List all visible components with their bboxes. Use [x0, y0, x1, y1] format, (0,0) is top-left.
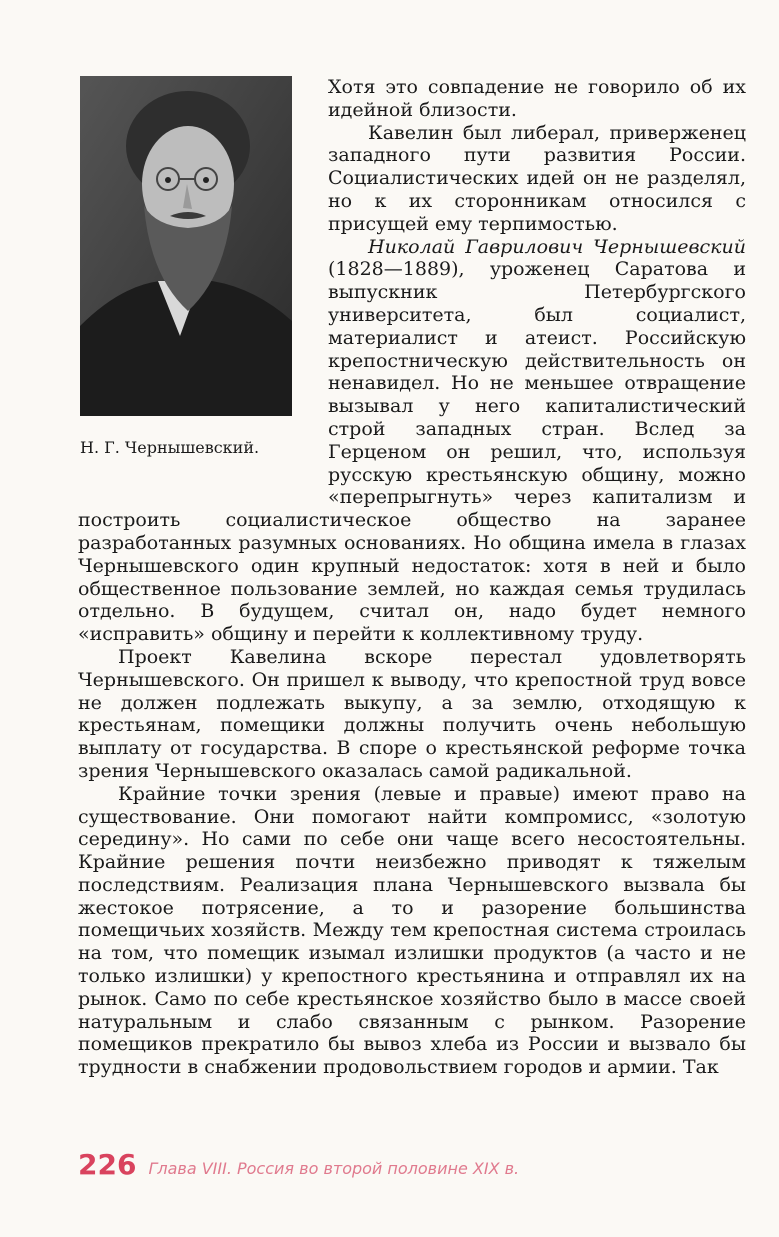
chapter-title: Глава VIII. Россия во второй половине XIX в.	[148, 1159, 520, 1178]
portrait-caption: Н. Г. Чернышевский.	[80, 438, 260, 457]
person-name: Николай Гаврилович Чернышевский	[368, 235, 746, 258]
paragraph-2: Кавелин был либерал, приверженец западного пути развития России. Социалистических идей он не разделял, но к их сторонникам относился с присущей ему терпимостью.	[328, 121, 746, 235]
page-footer	[78, 1148, 519, 1184]
portrait-figure	[78, 76, 310, 488]
paragraph-5: Крайние точки зрения (левые и правые) имеют право на существование. Они помогают найти компромисс, «золотую середину». Но сами по себе они чаще всего несостоятельны. Крайние решения почти неизбежно приводят к тяжелым последствиям. Реализация плана Чернышевского вызвала бы жестокое потрясение, а то и разорение большинства помещичьих хозяйств. Между тем крепостная система строилась на том, что помещик изымал излишки продуктов (а часто и не только излишки) у крепостного крестьянина и отправлял их на рынок. Само по себе крестьянское хозяйство было в массе своей натуральным и слабо связанным с рынком. Разорение помещиков прекратило бы вывоз хлеба из России и вызвало бы трудности в снабжении продовольствием городов и армии. Так	[78, 782, 746, 1079]
paragraph-1: Хотя это совпадение не говорило об их идейной близости.	[328, 76, 746, 121]
paragraph-4: Проект Кавелина вскоре перестал удовлетворять Чернышевского. Он пришел к выводу, что крепостной труд вовсе не должен подлежать выкупу, а за землю, отходящую к крестьянам, помещики должны получить очень небольшую выплату от государства. В споре о крестьянской реформе точка зрения Чернышевского оказалась самой радикальной.	[78, 645, 746, 782]
page-number: 226	[78, 1148, 137, 1181]
portrait-image	[80, 76, 292, 416]
paragraph-3-text: (1828—1889), уроженец Саратова и выпускник Петербургского университета, был социалист, материалист и атеист. Российскую крепостническую действительность он ненавидел. Но не меньшее отвращение вызывал у него капиталистический строй западных стран. Вслед за Герценом он решил, что, используя русскую крестьянскую общину, можно «перепрыгнуть» через капитализм и построить социалистическое общество на заранее разработанных разумных основаниях. Но община имела в глазах Чернышевского один крупный недостаток: хотя в ней и было общественное пользование землей, но каждая семья трудилась отдельно. В будущем, считал он, надо будет немного «исправить» общину и перейти к коллективному труду.	[78, 258, 746, 646]
main-text	[78, 76, 746, 1079]
